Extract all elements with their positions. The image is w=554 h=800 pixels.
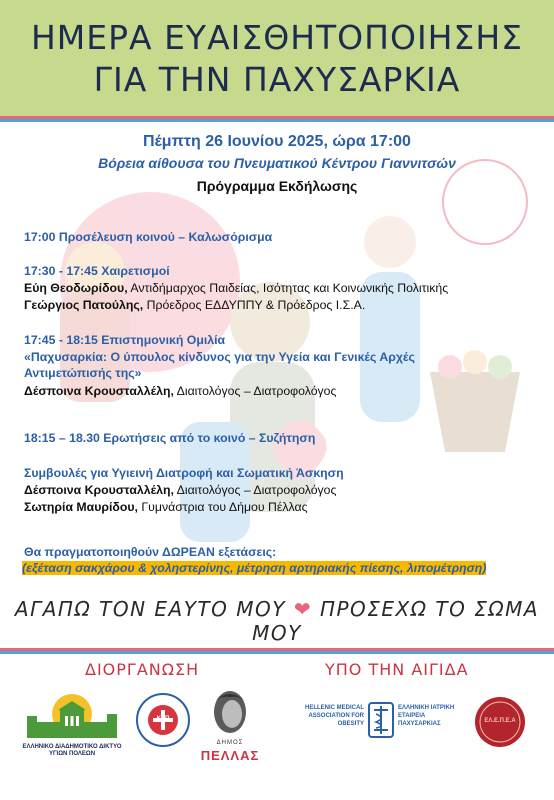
round-society-logo [474, 696, 526, 748]
hmao-greek-text: ΕΛΛΗΝΙΚΗ ΙΑΤΡΙΚΗ ΕΤΑΙΡΕΙΑ ΠΑΧΥΣΑΡΚΙΑΣ [398, 705, 455, 727]
slogan [0, 597, 554, 645]
municipality-small-text: ΔΗΜΟΣ [216, 740, 244, 746]
heart-icon: ❤ [293, 597, 313, 621]
talk-speaker-role: Διαιτολόγος – Διατροφολόγος [173, 384, 337, 398]
alexander-head-icon [198, 688, 262, 738]
arrival-line: 17:00 Προσέλευση κοινού – Καλωσόρισμα [24, 230, 273, 244]
advice-header: Συμβουλές για Υγιεινή Διατροφή και Σωματική Άσκηση [24, 466, 344, 480]
bg-circle-stamp [443, 160, 527, 244]
tests-list [22, 561, 486, 576]
talk-speaker [24, 384, 336, 399]
hmao-logo [300, 700, 460, 746]
greetings-header: 17:30 - 17:45 Χαιρετισμοί [24, 264, 170, 278]
greeting-1-name: Εύη Θεοδωρίδου, [24, 281, 128, 295]
healthy-cities-text: ΕΛΛΗΝΙΚΟ ΔΙΑΔΗΜΟΤΙΚΟ ΔΙΚΤΥΟ ΥΓΙΩΝ ΠΟΛΕΩΝ [22, 744, 122, 757]
advice-1-name: Δέσποινα Κρουσταλλέλη, [24, 483, 174, 497]
advice-2-name: Σωτηρία Μαυρίδου, [24, 500, 138, 514]
greeting-2-name: Γεώργιος Πατούλης, [24, 298, 144, 312]
free-tests-line: Θα πραγματοποιηθούν ΔΩΡΕΑΝ εξετάσεις: [24, 545, 277, 559]
program-title: Πρόγραμμα Εκδήλωσης [196, 178, 358, 194]
title-line-2: ΓΙΑ ΤΗΝ ΠΑΧΥΣΑΡΚΙΑ [93, 60, 461, 99]
advice-2 [24, 500, 308, 515]
event-date-time: Πέμπτη 26 Ιουνίου 2025, ώρα 17:00 [143, 133, 411, 150]
slogan-part-2: ΠΡΟΣΕΧΩ ΤΟ ΣΩΜΑ ΜΟΥ [252, 597, 540, 645]
talk-header: 17:45 - 18:15 Επιστημονική Ομιλία [24, 333, 226, 347]
greeting-1-role: Αντιδήμαρχος Παιδείας, Ισότητας και Κοινωνικής Πολιτικής [127, 281, 449, 295]
organizer-heading: ΔΙΟΡΓΑΝΩΣΗ [85, 660, 200, 679]
talk-speaker-name: Δέσποινα Κρουσταλλέλη, [24, 384, 174, 398]
greeting-1 [24, 281, 448, 296]
footer-blue-stripe [0, 651, 554, 654]
hmao-english-text: HELLENIC MEDICAL ASSOCIATION FOR OBESITY [305, 705, 364, 727]
title-line-1: ΗΜΕΡΑ ΕΥΑΙΣΘΗΤΟΠΟΙΗΣΗΣ [30, 18, 524, 57]
qa-line: 18:15 – 18.30 Ερωτήσεις από το κοινό – Συζήτηση [24, 431, 316, 445]
round-logo-text: ΕΛ.Ε.Π.Ε.Α [484, 718, 516, 724]
slogan-part-1: ΑΓΑΠΩ ΤΟΝ ΕΑΥΤΟ ΜΟΥ [14, 597, 286, 621]
municipality-name: ΠΕΛΛΑΣ [200, 748, 260, 763]
kep-logo-text: ΚΕΠ [156, 716, 170, 722]
advice-2-role: Γυμνάστρια του Δήμου Πέλλας [137, 500, 308, 514]
event-venue: Βόρεια αίθουσα του Πνευματικού Κέντρου Γιαννιτσών [98, 155, 456, 171]
talk-title-1: «Παχυσαρκία: Ο ύπουλος κίνδυνος για την Υγεία και Γενικές Αρχές [24, 350, 415, 364]
advice-1 [24, 483, 336, 498]
healthy-cities-icon [22, 692, 122, 747]
header-banner [0, 0, 554, 116]
advice-1-role: Διαιτολόγος – Διατροφολόγος [173, 483, 337, 497]
healthy-cities-logo [22, 692, 122, 762]
tests-list-highlight: (εξέταση σακχάρου & χοληστερίνης, μέτρηση αρτηριακής πίεσης, λιπομέτρηση) [22, 561, 487, 575]
patronage-heading: ΥΠΟ ΤΗΝ ΑΙΓΙΔΑ [325, 660, 469, 679]
hmao-emblem-icon [368, 702, 394, 738]
kep-logo [135, 692, 191, 748]
greeting-2-role: Πρόεδρος ΕΔΔΥΠΠΥ & Πρόεδρος Ι.Σ.Α. [143, 298, 366, 312]
greeting-2 [24, 298, 365, 313]
municipality-pellas-logo [198, 688, 262, 768]
talk-title-2: Αντιμετώπισής της» [24, 366, 142, 380]
